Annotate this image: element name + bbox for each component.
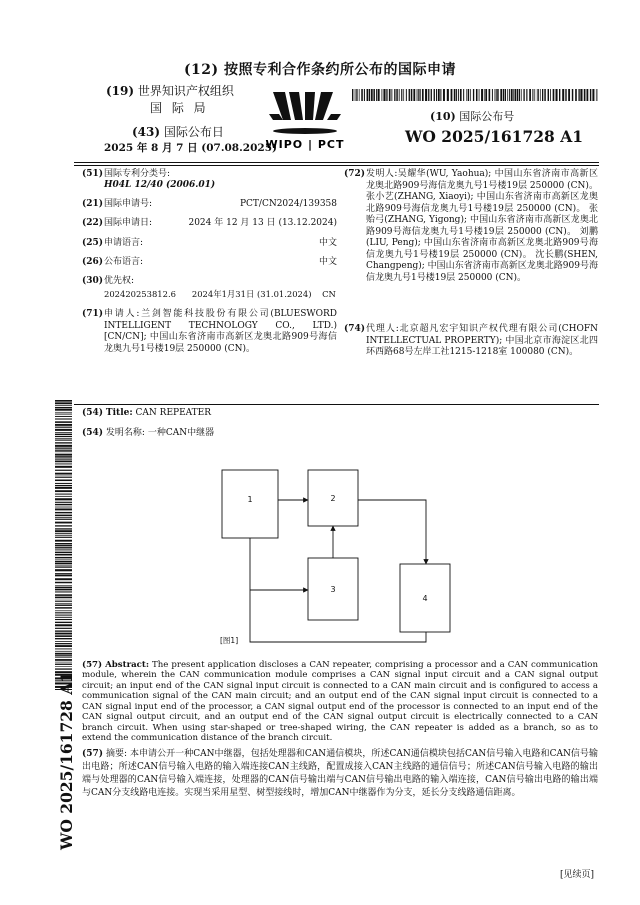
header-rule bbox=[74, 162, 599, 163]
organization-subname: 国 际 局 bbox=[150, 101, 209, 115]
publication-language-value: 中文 bbox=[318, 257, 337, 267]
continued-note: [见续页] bbox=[560, 870, 595, 880]
org-field-label: 世界知识产权组织 bbox=[137, 84, 234, 98]
agent-text: 代理人:北京超凡宏宇知识产权代理有限公司(CHOFN INTELLECTUAL PROPERTY); 中国北京市海淀区北四环西路68号左岸工社1215-1218室 100080 (CN)。 bbox=[366, 324, 598, 358]
arrow-2-to-4 bbox=[358, 500, 426, 564]
title-english: (54) Title: CAN REPEATER bbox=[82, 408, 211, 418]
logo-text: WIPO | PCT bbox=[265, 138, 345, 151]
box-3-label: 3 bbox=[330, 585, 336, 594]
section-rule bbox=[74, 404, 599, 405]
application-number-value: PCT/CN2024/139358 bbox=[239, 199, 337, 209]
publication-date-value: 2025 年 8 月 7 日 (07.08.2025) bbox=[104, 142, 277, 154]
abstract-english: (57) Abstract: The present application discloses a CAN repeater, comprising a processor and a CAN communication module, wherein the CAN communication module comprises a CAN signal input circuit and a CAN signal output circuit; an input end of the CAN signal input circuit is connected to a CAN main circuit and is configured to access a communication signal of the CAN main circuit; and an output end of the CAN signal input circuit is connected to a CAN signal input end of the processor, a CAN signal output end of the processor is connected to an input end of the CAN signal output circuit, and an output end of the CAN signal output circuit is electrically connected to a CAN branch circuit. When using star-shaped or tree-shaped wiring, the CAN repeater is added as a branch, so as to extend the communication distance of the branch circuit. bbox=[82, 660, 598, 744]
org-field-number: (19) bbox=[106, 84, 135, 98]
figure-caption: [图1] bbox=[220, 636, 239, 645]
publication-date-label: (43) 国际公布日 bbox=[132, 125, 224, 139]
box-processor bbox=[222, 470, 278, 538]
document-title: (12) 按照专利合作条约所公布的国际申请 bbox=[183, 62, 457, 78]
publication-number-label: (10) 国际公布号 bbox=[430, 110, 515, 123]
box-1-label: 1 bbox=[247, 495, 253, 504]
priority-value: 202420253812.6 2024年1月31日 (31.01.2024) CN bbox=[104, 289, 336, 299]
side-publication-number: WO 2025/161728 A1 bbox=[57, 671, 76, 850]
block-diagram bbox=[200, 460, 460, 660]
box-2-label: 2 bbox=[330, 494, 336, 503]
filing-date-value: 2024 年 12 月 13 日 (13.12.2024) bbox=[188, 218, 337, 228]
filing-language-value: 中文 bbox=[318, 238, 337, 248]
organization-name bbox=[106, 84, 234, 99]
wipo-logo bbox=[255, 84, 355, 154]
box-4-label: 4 bbox=[422, 594, 428, 603]
ipc-value: H04L 12/40 (2006.01) bbox=[104, 180, 216, 190]
barcode-top bbox=[352, 89, 598, 101]
title-chinese: (54) 发明名称: 一种CAN中继器 bbox=[82, 428, 215, 438]
inventors-text: 发明人:吴耀华(WU, Yaohua); 中国山东省济南市高新区龙奥北路909号海信龙奥九号1号楼19层 250000 (CN)。 张小艺(ZHANG, Xiaoyi); 中国山东省济南市高新区龙奥北路909号海信龙奥九号1号楼19层 250000 (CN)。 张贻弓(ZHANG, Yigong); 中国山东省济南市高新区龙奥北路909号海信龙奥九号1号楼19层 250000 (CN)。 刘鹏(LIU, Peng); 中国山东省济南市高新区龙奥北路909号海信龙奥九号1号楼19层 250000 (CN)。 沈长鹏(SHEN, Changpeng); 中国山东省济南市高新区龙奥北路909号海信龙奥九号1号楼19层 250000 (CN)。 bbox=[366, 169, 598, 283]
publication-number-value: WO 2025/161728 A1 bbox=[405, 127, 584, 146]
abstract-chinese: (57) 摘要: 本申请公开一种CAN中继器，包括处理器和CAN通信模块，所述CAN通信模块包括CAN信号输入电路和CAN信号输出电路；所述CAN信号输入电路的输入端连接CAN主线路，配置成接入CAN主线路的通信信号；所述CAN信号输入电路的输出端与处理器的CAN信号输入端连接，处理器的CAN信号输出端与CAN信号输出电路的输入端连接，CAN信号输出电路的输出端与CAN分支线路电连接。实现当采用星型、树型接线时，增加CAN中继器作为分支，延长分支线路通信距离。 bbox=[82, 749, 598, 799]
header-rule-thin bbox=[74, 165, 599, 166]
barcode-side bbox=[55, 400, 72, 690]
applicant-text: 申请人:兰剑智能科技股份有限公司(BLUESWORD INTELLIGENT TECHNOLOGY CO., LTD.) [CN/CN]; 中国山东省济南市高新区龙奥北路909号海信龙奥九号1号楼19层 250000 (CN)。 bbox=[104, 309, 337, 354]
